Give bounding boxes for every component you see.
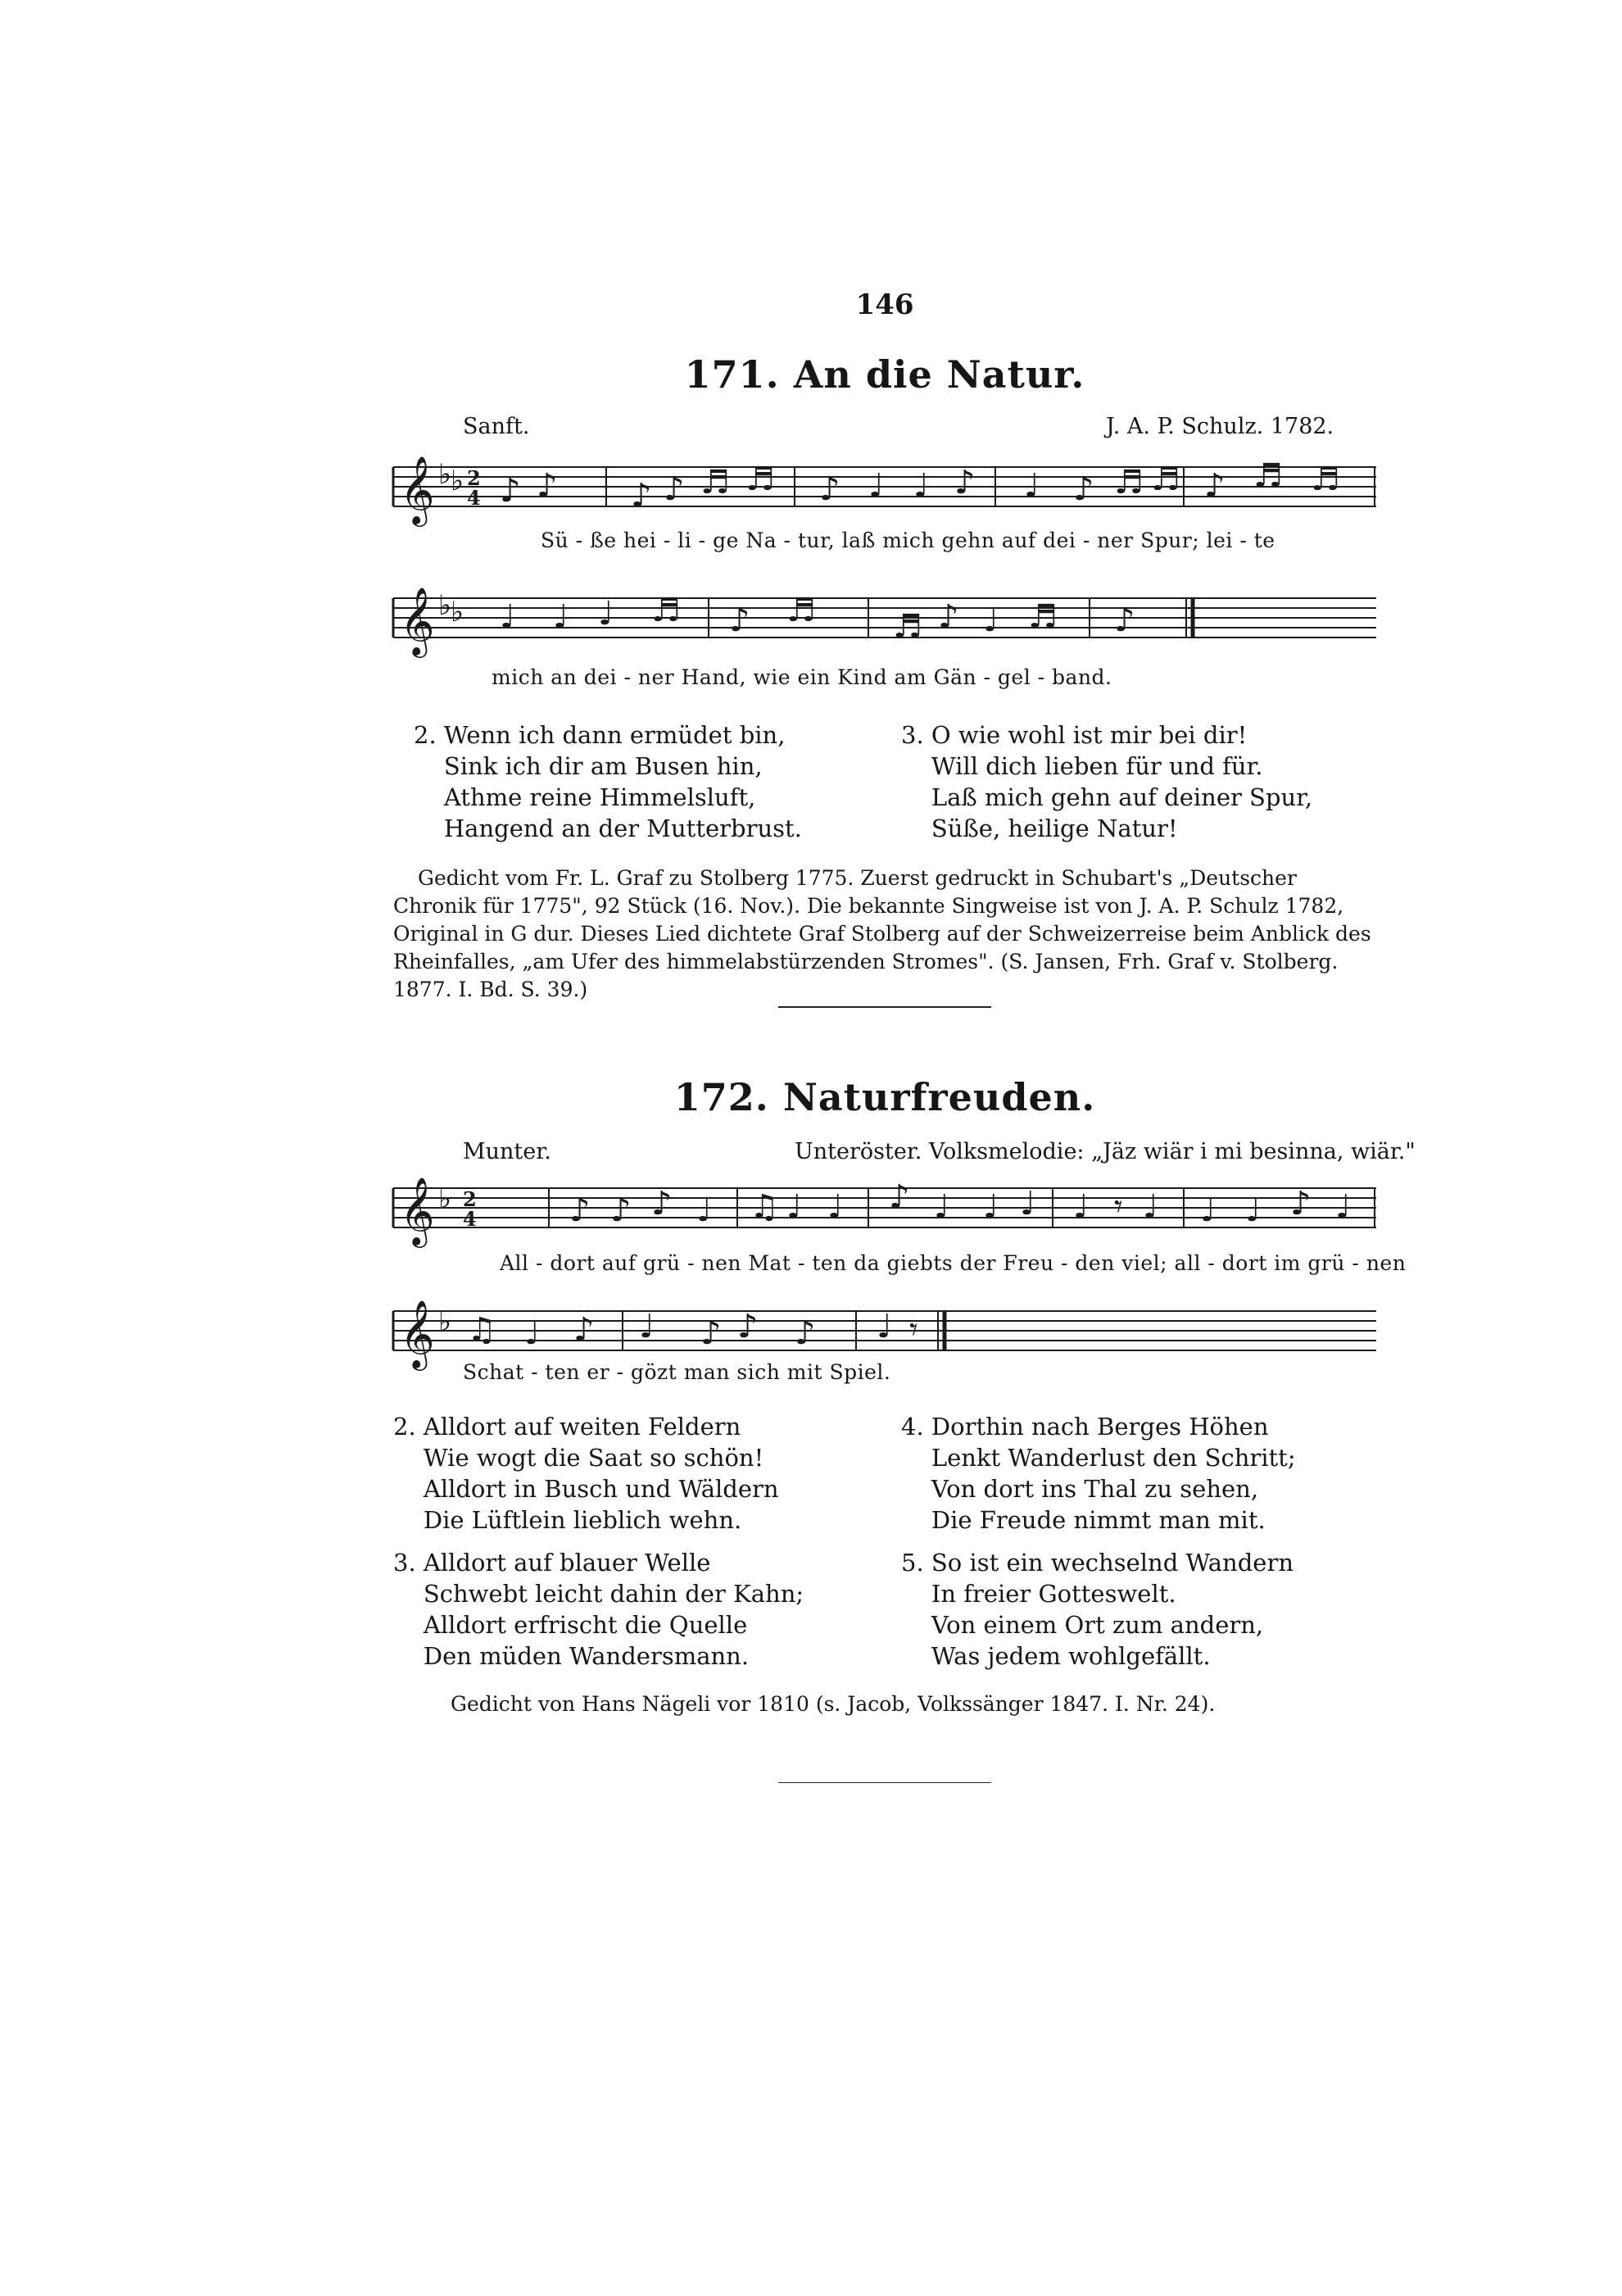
svg-text:♪: ♪ [1204,467,1226,505]
song-172-verse-2: 2. Alldort auf weiten Feldern Wie wogt die Saat so schön! Alldort in Busch und Wäldern Die Lüftlein lieblich wehn. [393,1413,779,1534]
song-171-lyrics-1: Sü - ße hei - li - ge Na - tur, laß mich gehn auf dei - ner Spur; lei - te [541,529,1275,552]
svg-text:♪: ♪ [1114,601,1135,639]
svg-text:♪: ♪ [1073,470,1094,508]
svg-text:♬: ♬ [700,464,730,501]
song-171-composer: J. A. P. Schulz. 1782. [1106,414,1334,439]
song-172-tempo: Munter. [463,1139,551,1164]
song-172-verse-5: 5. So ist ein wechselnd Wandern In freier Gotteswelt. Von einem Ort zum andern, Was jedem wohlgefällt. [901,1549,1294,1670]
svg-text:♩: ♩ [1200,1191,1216,1229]
svg-text:♬: ♬ [893,608,922,646]
svg-text:♬: ♬ [1253,457,1283,495]
song-172-verse-3: 3. Alldort auf blauer Welle Schwebt leicht dahin der Kahn; Alldort erfrischt die Quelle Den müden Wandersmann. [393,1549,804,1670]
svg-text:♪: ♪ [664,470,685,508]
svg-text:𝄾: 𝄾 [909,1311,918,1349]
svg-text:♪: ♪ [573,1311,595,1349]
svg-text:♪: ♪ [819,470,840,508]
song-171-verses-left: 2. Wenn ich dann ermüdet bin, Sink ich dir am Busen hin, Athme reine Himmelsluft, Hangend an der Mutterbrust. [414,721,802,842]
svg-text:♩: ♩ [1245,1191,1261,1229]
svg-text:♪: ♪ [954,464,976,501]
svg-text:♭: ♭ [438,1182,452,1215]
song-171-tempo: Sanft. [463,414,530,439]
svg-text:♪: ♪ [610,1191,632,1229]
svg-text:2: 2 [467,466,481,490]
svg-text:♩: ♩ [500,598,515,636]
song-172-title: 172. Naturfreuden. [673,1075,1096,1119]
svg-text:♪: ♪ [938,598,959,636]
svg-text:♬: ♬ [745,461,775,498]
svg-text:♩: ♩ [913,467,929,505]
svg-text:♫: ♫ [467,1311,496,1349]
svg-text:𝄾: 𝄾 [1114,1188,1123,1226]
song-171-title: 171. An die Natur. [684,352,1085,397]
svg-text:♬: ♬ [786,592,816,629]
svg-text:♭: ♭ [438,458,452,491]
svg-text:♪: ♪ [537,467,558,505]
svg-text:♩: ♩ [877,1308,892,1345]
svg-text:♩: ♩ [598,595,614,633]
svg-text:♩: ♩ [1073,1188,1089,1226]
svg-text:♩: ♩ [1024,467,1040,505]
song-172-verse-4: 4. Dorthin nach Berges Höhen Lenkt Wanderlust den Schritt; Von dort ins Thal zu sehen, Die Freude nimmt man mit. [901,1413,1296,1534]
song-171-staff-2 [393,582,1376,672]
svg-text:♩: ♩ [786,1188,802,1226]
svg-text:♪: ♪ [729,601,750,639]
svg-text:𝄞: 𝄞 [400,1299,435,1368]
svg-text:♩: ♩ [1020,1185,1035,1223]
svg-text:♩: ♩ [983,601,999,639]
svg-text:4: 4 [463,1207,477,1231]
svg-text:♩: ♩ [639,1308,655,1345]
end-divider [778,1782,991,1783]
svg-text:♩: ♩ [1143,1188,1158,1226]
svg-text:♪: ♪ [1290,1185,1312,1223]
section-divider [778,1006,991,1008]
svg-text:♩: ♩ [524,1314,540,1352]
svg-text:♪: ♪ [631,477,652,515]
svg-text:𝄞: 𝄞 [400,586,435,655]
svg-text:♬: ♬ [651,592,681,629]
svg-text:♬: ♬ [1311,461,1340,498]
song-171-staff-1 [393,451,1376,541]
svg-text:♪: ♪ [889,1178,910,1216]
song-172-footnote: Gedicht von Hans Nägeli vor 1810 (s. Jacob, Volkssänger 1847. I. Nr. 24). [451,1692,1216,1716]
svg-text:♩: ♩ [868,467,884,505]
svg-text:♪: ♪ [569,1191,591,1229]
treble-clef-icon: 𝄞 [400,455,435,524]
svg-text:♬: ♬ [1114,464,1144,501]
song-172-lyrics-1: All - dort auf grü - nen Mat - ten da giebts der Freu - den viel; all - dort im grü - nen [500,1251,1407,1275]
song-171-verses-right: 3. O wie wohl ist mir bei dir! Will dich lieben für und für. Laß mich gehn auf deiner Spur, Süße, heilige Natur! [901,721,1313,842]
svg-text:♬: ♬ [1028,598,1058,636]
svg-text:♭: ♭ [438,589,452,622]
svg-text:2: 2 [463,1187,477,1211]
svg-text:♩: ♩ [696,1191,712,1229]
svg-text:♩: ♩ [827,1188,843,1226]
song-171-lyrics-2: mich an dei - ner Hand, wie ein Kind am Gän - gel - band. [492,665,1112,689]
svg-text:♪: ♪ [700,1314,722,1352]
svg-text:♩: ♩ [983,1188,999,1226]
svg-text:♫: ♫ [750,1188,779,1226]
svg-text:♪: ♪ [500,472,521,510]
song-172-lyrics-2: Schat - ten er - gözt man sich mit Spiel. [463,1360,891,1384]
svg-text:♩: ♩ [553,598,569,636]
song-172-source: Unteröster. Volksmelodie: „Jäz wiär i mi besinna, wiär." [795,1139,1416,1164]
svg-text:𝄞: 𝄞 [400,1176,435,1245]
svg-text:♪: ♪ [651,1185,673,1223]
svg-text:♭: ♭ [451,596,464,628]
page-number: 146 [855,288,914,321]
svg-text:♭: ♭ [451,465,464,497]
song-172-staff-1 [393,1172,1376,1262]
svg-text:♪: ♪ [737,1308,759,1345]
svg-text:4: 4 [467,486,481,510]
svg-text:♬: ♬ [1151,461,1180,498]
song-171-footnote: Gedicht vom Fr. L. Graf zu Stolberg 1775. Zuerst gedruckt in Schubart's „Deutscher Chronik für 1775", 92 Stück (16. Nov.). Die bekannte Singweise ist von J. A. P. Schulz 1782, Original in G dur. Dieses Lied dichtete Graf Stolberg auf der Schweizerreise beim Anblick des Rheinfalles, „am Ufer des himmelabstürzenden Stromes". (S. Jansen, Frh. Graf v. Stolberg. 1877. I. Bd. S. 39.) [393,866,1371,1001]
svg-text:♭: ♭ [438,1305,452,1338]
svg-text:♪: ♪ [795,1314,816,1352]
svg-text:♩: ♩ [934,1188,949,1226]
svg-text:♩: ♩ [1335,1188,1351,1226]
